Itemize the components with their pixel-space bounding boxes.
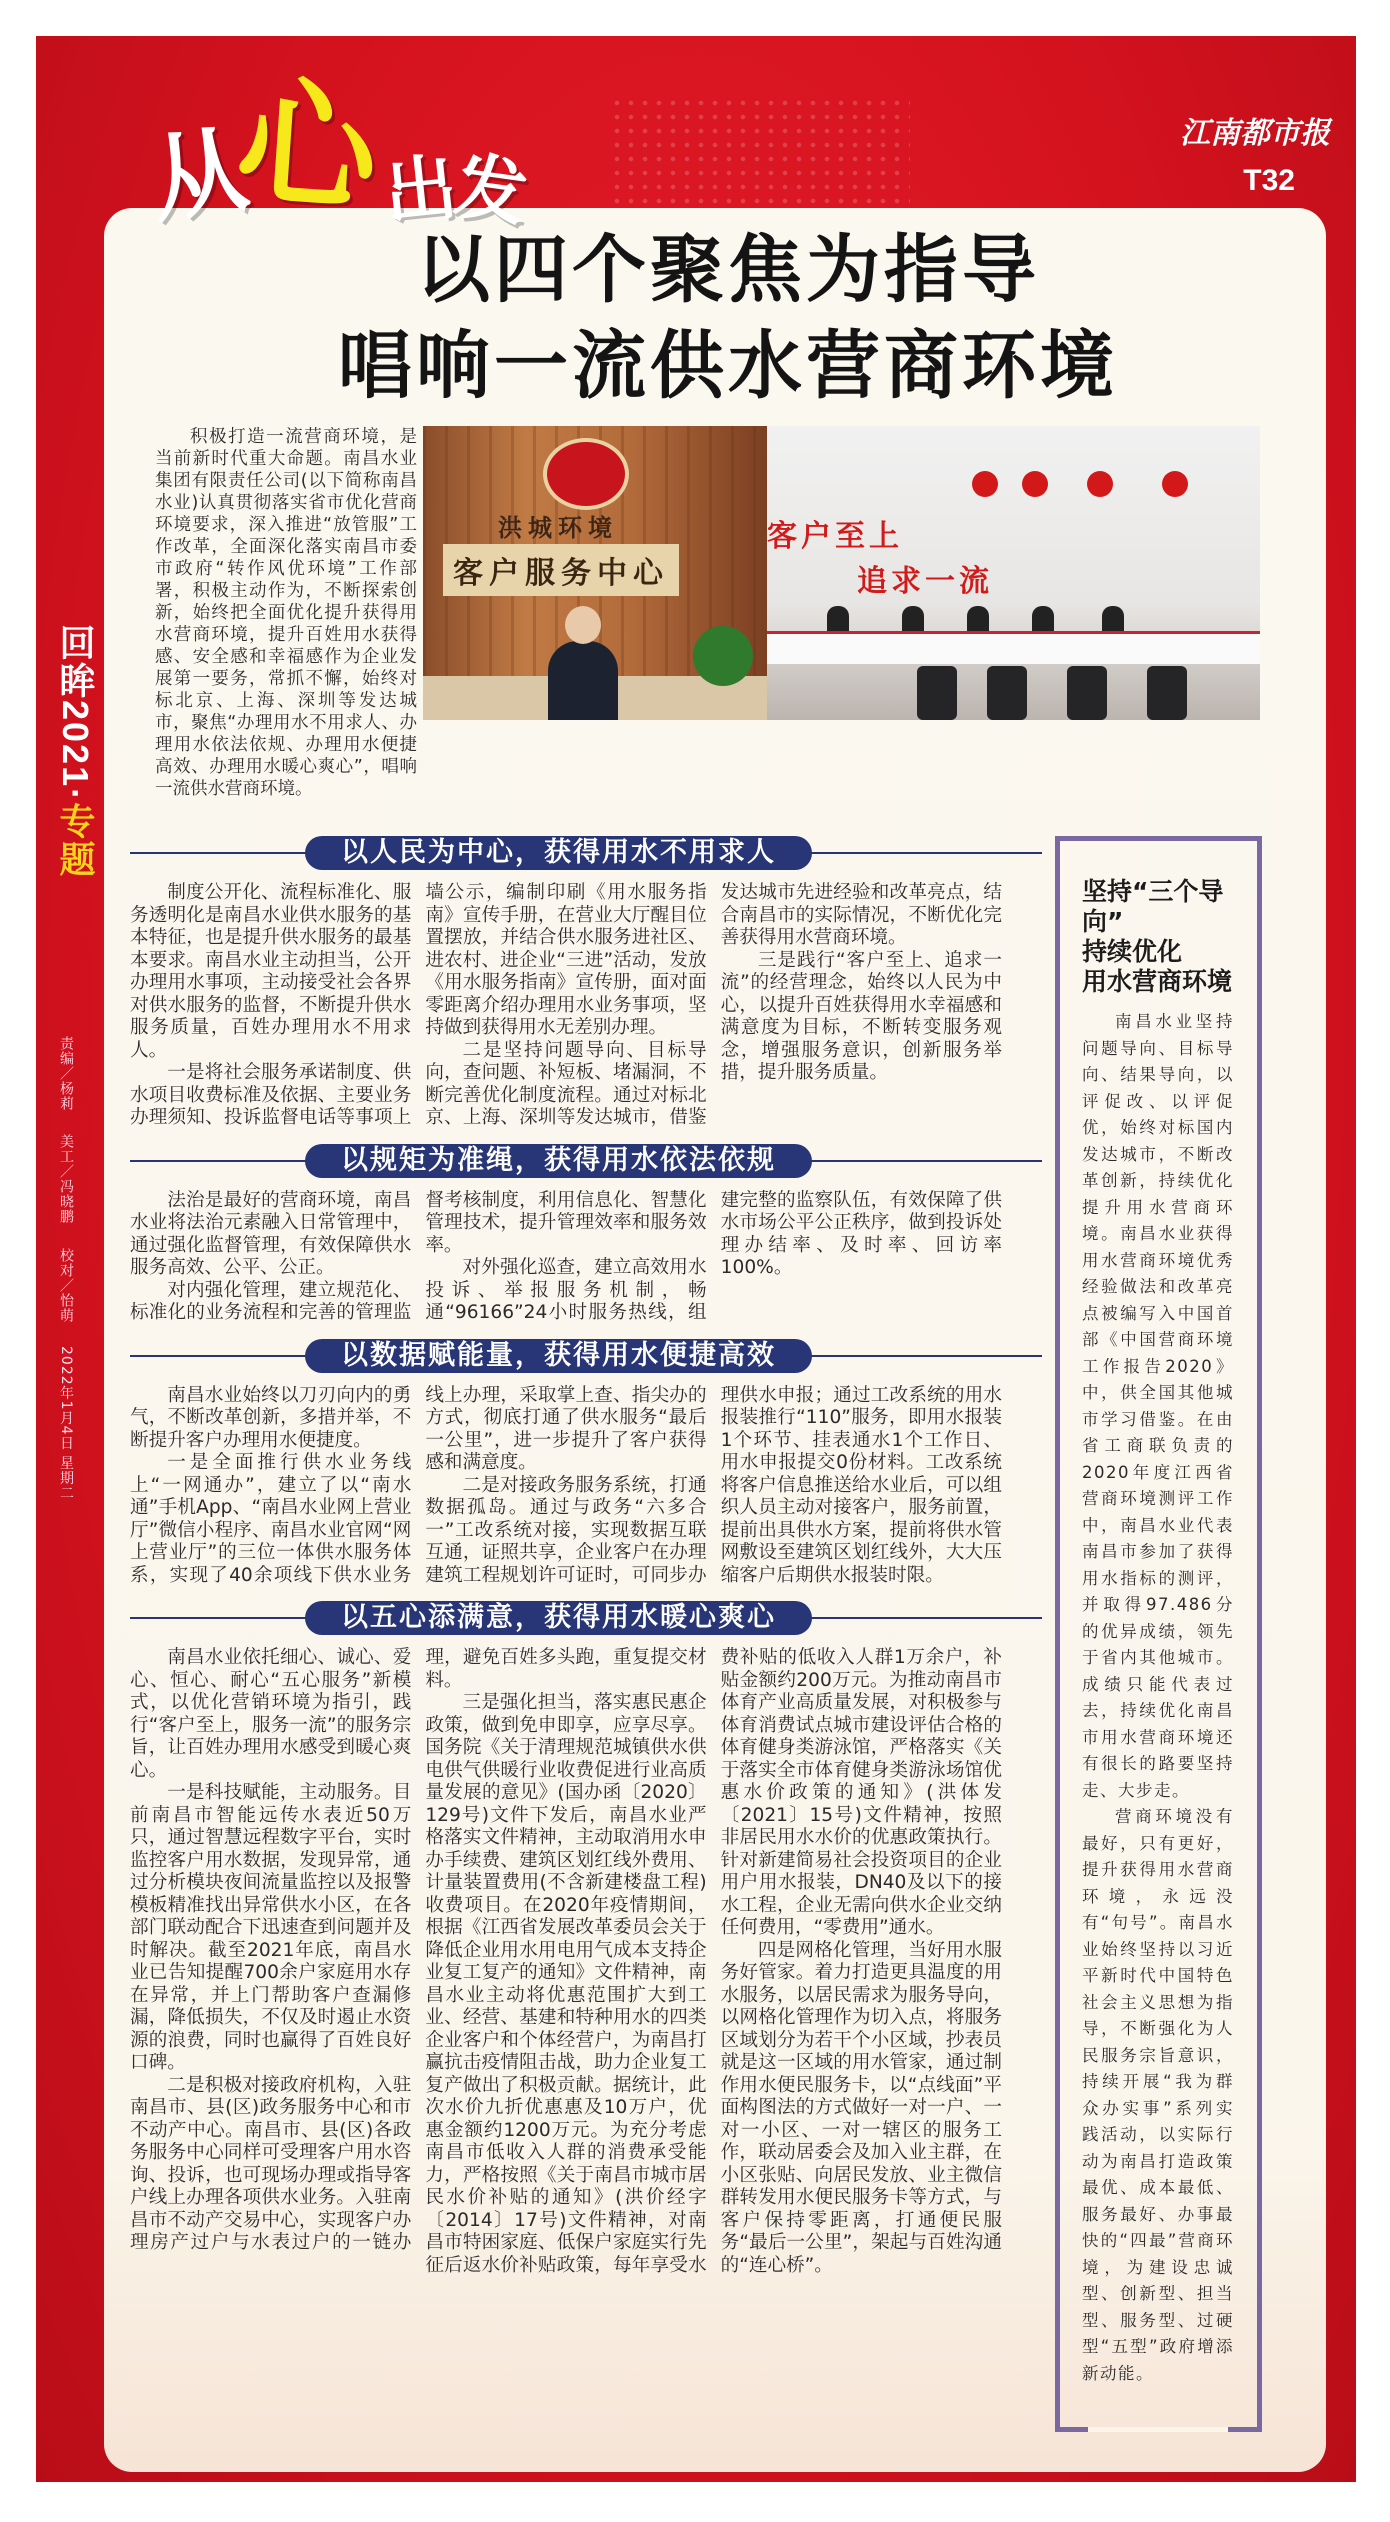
- logo-char: 发: [449, 142, 533, 237]
- paragraph: 一是科技赋能，主动服务。目前南昌市智能远传水表近50万只，通过智慧远程数字平台，实时监控客户用水数据，发现异常，通过分析模块夜间流量监控以及报警模板精准找出异常供水小区，在各部门联动配合下迅速查到问题并及时解决。截至2021年底，南昌水业已告知提醒700余户家庭用水存在异常，并上门帮助客户查漏修漏，降低损失，不仅及时遏止水资源的浪费，同时也赢得了百姓良好口碑。: [130, 1782, 412, 2073]
- paragraph: 二是坚持问题导向、目标导向，查问题、补短板、堵漏洞，不断完善优化制度流程。通过对标北京、上海、深圳等发达城市，借鉴发达城市先进经验和改革亮点，结合南昌市的实际情况，不断优化完善获得用水营商环境。: [425, 882, 1002, 1128]
- staff-member: [902, 606, 924, 631]
- intro-paragraph: 积极打造一流营商环境，是当前新时代重大命题。南昌水业集团有限责任公司(以下简称南昌水业)认真贯彻落实省市优化营商环境要求，深入推进“放管服”工作改革，全面深化落实南昌市委市政府“转作风优环境”工作部署，积极主动作为，不断探索创新，始终把全面优化提升获得用水营商环境，提升百姓用水获得感、安全感和幸福感作为企业发展第一要务，常抓不懈，始终对标北京、上海、深圳等发达城市，聚焦“办理用水不用求人、办理用水依法依规、办理用水便捷高效、办理用水暖心爽心”，唱响一流供水营商环境。: [155, 427, 417, 799]
- sign-brand: 洪城环境: [498, 513, 618, 542]
- paragraph: 三是践行“客户至上、追求一流”的经营理念，始终以人民为中心，以提升百姓获得用水幸福感和满意度为目标，不断转变服务观念，增强服务意识，创新服务举措，提升服务质量。: [720, 949, 1002, 1083]
- paragraph: 四是网格化管理，当好用水服务好管家。着力打造更具温度的用水服务，以居民需求为服务导向，以网格化管理作为切入点，将服务区域划分为若干个小区域，抄表员就是这一区域的用水管家，通过制作用水便民服务卡，以“点线面”平面构图法的方式做好一对一户、一对一小区、一对一辖区的服务工作，联动居委会及加入业主群，在小区张贴、向居民发放、业主微信群转发用水便民服务卡等方式，与客户保持零距离，打通便民服务“最后一公里”，架起与百姓沟通的“连心桥”。: [720, 1939, 1002, 2276]
- staff-member: [1102, 606, 1124, 631]
- section-heading-4: 以五心添满意，获得用水暖心爽心: [305, 1601, 812, 1635]
- issue-date: 2022年1月4日 星期二: [58, 1346, 74, 1502]
- newspaper-masthead: 江南都市报: [1180, 116, 1330, 151]
- guard-head: [565, 606, 601, 644]
- sidebar-body: [1082, 1009, 1234, 2387]
- staff-member: [827, 606, 849, 631]
- lantern: [1162, 471, 1188, 497]
- credits: [56, 1036, 76, 1519]
- chair: [1147, 666, 1187, 720]
- side-banner-title: [50, 624, 101, 878]
- chair: [987, 666, 1027, 720]
- paragraph: 二是积极对接政府机构，入驻南昌市、县(区)政务服务中心和市不动产中心。南昌市、县(区)各政务服务中心同样可受理客户用水咨询、投诉，也可现场办理或指导客户线上办理各项供水业务。入驻南昌市不动产交易中心，实现客户办理房产过户与水表过户的一链办理，避免百姓多头跑，重复提交材料。: [130, 1647, 707, 2253]
- paragraph: 对外强化巡查，建立高效用水投诉、举报服务机制，畅通“96166”24小时服务热线，组建完整的监察队伍，有效保障了供水市场公平公正秩序，做到投诉处理办结率、及时率、回访率100%。: [425, 1189, 1002, 1323]
- section-heading-1: 以人民为中心，获得用水不用求人: [305, 836, 812, 870]
- paragraph: 一是将社会服务承诺制度、供水项目收费标准及依据、主要业务办理须知、投诉监督电话等事项上墙公示，编制印刷《用水服务指南》宣传手册，在营业大厅醒目位置摆放，并结合供水服务进社区、进农村、进企业“三进”活动，发放《用水服务指南》宣传册，面对面零距离介绍办理用水业务事项，坚持做到获得用水无差别办理。: [130, 882, 707, 1128]
- sidebar-title-line: 用水营商环境: [1082, 967, 1233, 996]
- staff-member: [1032, 606, 1054, 631]
- column-logo: [143, 60, 533, 238]
- paragraph: 营商环境没有最好，只有更好，提升获得用水营商环境，永远没有“句号”。南昌水业始终坚持以习近平新时代中国特色社会主义思想为指导，不断强化为人民服务宗旨意识，持续开展“我为群众办实事”系列实践活动，以实际行动为南昌打造政策最优、成本最低、服务最好、办事最快的“四最”营商环境，为建设忠诚型、创新型、担当型、服务型、过硬型“五型”政府增添新动能。: [1082, 1807, 1234, 2383]
- paragraph: 法治是最好的营商环境，南昌水业将法治元素融入日常管理中，通过强化监督管理，有效保障供水服务高效、公平、公正。: [130, 1189, 412, 1278]
- headline-line-2: 唱响一流供水营商环境: [338, 323, 1118, 409]
- section-heading-3: 以数据赋能量，获得用水便捷高效: [305, 1339, 812, 1373]
- decorative-dots: [610, 96, 910, 216]
- paragraph: 对内强化管理，建立规范化、标准化的业务流程和完善的管理监督考核制度，利用信息化、智慧化管理技术，提升管理效率和服务效率。: [130, 1189, 707, 1323]
- sidebar-title: [1082, 877, 1252, 997]
- lower-area: [130, 836, 1326, 2432]
- credit-proofreader: 校对／怡萌: [58, 1247, 74, 1323]
- page-number: T32: [1243, 164, 1295, 197]
- sign-service-center: 客户服务中心: [443, 544, 679, 596]
- service-counter: [767, 631, 1260, 664]
- side-banner-year: 回眸2021·: [55, 624, 96, 803]
- plant: [693, 626, 753, 686]
- section-body-3: [130, 1385, 1002, 1588]
- section-4: [130, 1601, 1002, 2277]
- section-heading-row: [130, 1144, 1042, 1178]
- photo-reception-desk: [423, 426, 767, 720]
- chair: [917, 666, 957, 720]
- lantern: [1087, 471, 1113, 497]
- paragraph: 制度公开化、流程标准化、服务透明化是南昌水业供水服务的基本特征，也是提升供水服务的最基本要求。南昌水业主动担当，公开办理用水事项，主动接受社会各界对供水服务的监督，不断提升供水服务质量，百姓办理用水不用求人。: [130, 882, 412, 1061]
- section-2: [130, 1144, 1002, 1325]
- article-panel: [104, 208, 1326, 2472]
- staff-member: [967, 606, 989, 631]
- paragraph: 三是强化担当，落实惠民惠企政策，做到免申即享，应享尽享。国务院《关于清理规范城镇供水供电供气供暖行业收费促进行业高质量发展的意见》(国办函〔2020〕129号)文件下发后，南昌水业严格落实文件精神，主动取消用水申办手续费、建筑区划红线外费用、计量装置费用(不含新建楼盘工程)收费项目。在2020年疫情期间，根据《江西省发展改革委员会关于降低企业用水用电用气成本支持企业复工复产的通知》文件精神，南昌水业主动将优惠范围扩大到工业、经营、基建和特种用水的四类企业客户和个体经营户，为南昌打赢抗击疫情阻击战，助力企业复工复产做出了积极贡献。据统计，此次水价九折优惠惠及10万户，优惠金额约1200万元。为充分考虑南昌市低收入人群的消费承受能力，严格按照《关于南昌市城市居民水价补贴的通知》(洪价经字〔2014〕17号)文件精神，对南昌市特困家庭、低保户家庭实行先征后返水价补贴政策，每年享受水费补贴的低收入人群1万余户，补贴金额约200万元。为推动南昌市体育产业高质量发展，对积极参与体育消费试点城市建设评估合格的体育健身类游泳馆，严格落实《关于落实全市体育健身类游泳场馆优惠水价政策的通知》(洪体发〔2021〕15号)文件精神，按照非居民用水水价的优惠政策执行。针对新建简易社会投资项目的企业用户用水报装，DN40及以下的接水工程，企业无需向供水企业交纳任何费用，“零费用”通水。: [425, 1647, 1002, 2276]
- credit-editor: 责编／杨莉: [58, 1036, 74, 1111]
- service-hall-photo: [423, 426, 1260, 720]
- photo-service-lobby: [767, 426, 1260, 720]
- section-heading-row: [130, 1339, 1042, 1373]
- sidebar-title-line: 坚持“三个导向”: [1082, 877, 1224, 936]
- section-heading-row: [130, 836, 1042, 870]
- wall-slogan-2: 追求一流: [857, 564, 993, 599]
- paragraph: 南昌水业依托细心、诚心、爱心、恒心、耐心“五心服务”新模式，以优化营销环境为指引，践行“客户至上，服务一流”的服务宗旨，让百姓办理用水感受到暖心爽心。: [130, 1647, 412, 1781]
- side-banner-topic: 专题: [55, 802, 96, 879]
- wall-slogan-1: 客户至上: [767, 519, 903, 554]
- sidebar-title-line: 持续优化: [1082, 937, 1183, 966]
- intro-row: [130, 426, 1326, 800]
- sidebar-box: [1055, 836, 1262, 2432]
- section-1: [130, 836, 1002, 1130]
- section-body-1: [130, 882, 1002, 1130]
- paragraph: 南昌水业始终以刀刃向内的勇气，不断改革创新，多措并举，不断提升客户办理用水便捷度。: [130, 1384, 412, 1451]
- section-3: [130, 1339, 1002, 1588]
- company-logo-icon: [543, 438, 629, 510]
- security-guard: [548, 641, 618, 720]
- paragraph: 南昌水业坚持问题导向、目标导向、结果导向，以评促改、以评促优，始终对标国内发达城市，不断改革创新，持续优化提升用水营商环境。南昌水业获得用水营商环境优秀经验做法和改革亮点被编写入中国首部《中国营商环境工作报告2020》中，供全国其他城市学习借鉴。在由省工商联负责的2020年度江西省营商环境测评工作中，南昌水业代表南昌市参加了获得用水指标的测评，并取得97.486分的优异成绩，领先于省内其他城市。成绩只能代表过去，持续优化南昌市用水营商环境还有很长的路要坚持走、大步走。: [1082, 1012, 1234, 1800]
- section-body-4: [130, 1647, 1002, 2277]
- credit-artist: 美工／冯晓鹏: [58, 1134, 74, 1225]
- logo-char: 出: [380, 143, 461, 236]
- logo-char: 心: [231, 60, 383, 234]
- chair: [1067, 666, 1107, 720]
- paragraph: 二是对接政务服务系统，打通数据孤岛。通过与政务“六多合一”工改系统对接，实现数据互联互通，证照共享，企业客户在办理建筑工程规划许可证时，可同步办理供水申报；通过工改系统的用水报装推行“110”服务，即用水报装1个环节、挂表通水1个工作日、用水申报提交0份材料。工改系统将客户信息推送给水业后，可以组织人员主动对接客户，服务前置，提前出具供水方案，提前将供水管网敷设至建筑区划红线外，大大压缩客户后期供水报装时限。: [425, 1384, 1002, 1586]
- section-heading-2: 以规矩为准绳，获得用水依法依规: [305, 1144, 812, 1178]
- headline-line-1: 以四个聚焦为指导: [416, 227, 1040, 313]
- lantern: [1022, 471, 1048, 497]
- paragraph: 一是全面推行供水业务线上“一网通办”，建立了以“南水通”手机App、“南昌水业网上营业厅”微信小程序、南昌水业官网“网上营业厅”的三位一体供水服务体系，实现了40余项线下供水业务线上办理，采取掌上查、指尖办的方式，彻底打通了供水服务“最后一公里”，进一步提升了客户获得感和满意度。: [130, 1384, 707, 1586]
- section-heading-row: [130, 1601, 1042, 1635]
- page-background: [36, 36, 1356, 2482]
- section-body-2: [130, 1190, 1002, 1325]
- logo-char: 从: [143, 111, 255, 238]
- lantern: [972, 471, 998, 497]
- sections-column: [130, 836, 1002, 2291]
